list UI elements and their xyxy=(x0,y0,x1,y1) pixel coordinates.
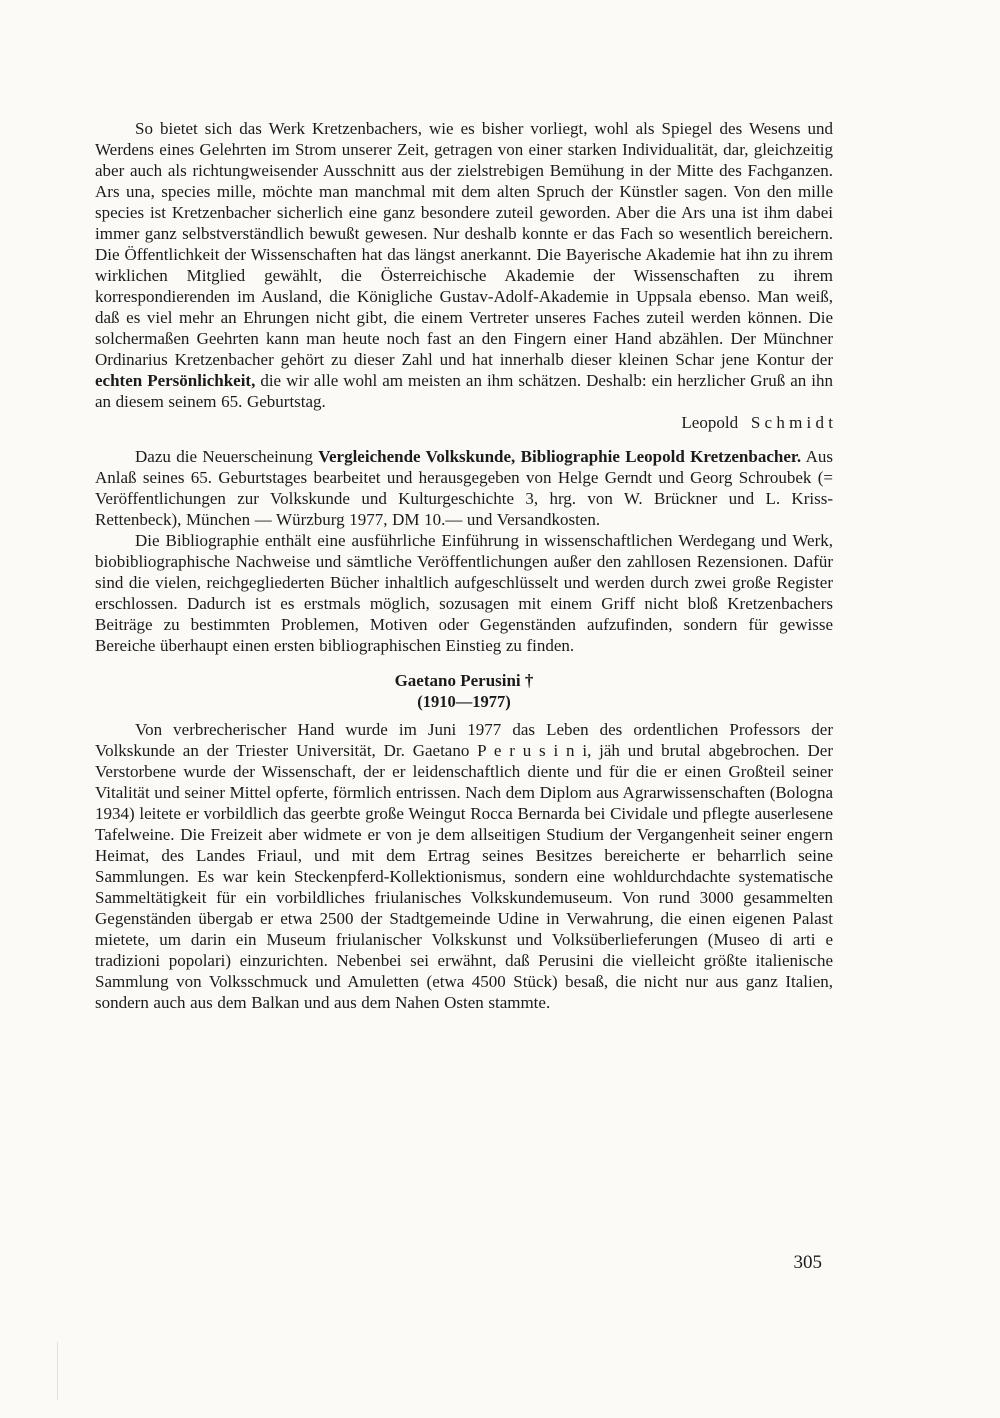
tribute-text-lead: So bietet sich das Werk Kretzenbachers, wie es bisher vorliegt, wohl als Spiegel des Wesens und Werdens eines Gelehrten im Strom unserer Zeit, getragen von einer starken Individualität, dar, gleichzeitig aber auch als richtungweisender Ausschnitt aus der zielstrebigen Bemühung in der Mitte des Fachganzen. Ars una, species mille, möchte man manchmal mit dem alten Spruch der Künstler sagen. Von den mille species ist Kretzenbacher sicherlich eine ganz besondere zuteil geworden. Aber die Ars una ist ihm dabei immer ganz selbstverständlich bewußt gewesen. Nur deshalb konnte er das Fach so wesentlich bereichern. Die Öffentlichkeit der Wissenschaften hat das längst anerkannt. Die Bayerische Akademie hat ihn zu ihrem wirklichen Mitglied gewählt, die Österreichische Akademie der Wissenschaften zu ihrem korrespondierenden im Ausland, die Königliche Gustav-Adolf-Akademie in Uppsala ebenso. Man weiß, daß es viel mehr an Ehrungen nicht gibt, die einem Vertreter unseres Faches zuteil werden können. Die solchermaßen Geehrten kann man heute noch fast an den Fingern einer Hand abzählen. Der Münchner Ordinarius Kretzenbacher gehört zu dieser Zahl und hat innerhalb dieser kleinen Schar jene Kontur der xyxy=(95,119,833,369)
bibliography-announcement-paragraph xyxy=(95,446,833,530)
bibliography-description-paragraph: Die Bibliographie enthält eine ausführliche Einführung in wissenschaftlichen Werdegang und Werk, biobibliographische Nachweise und sämtliche Veröffentlichungen außer den zahllosen Rezensionen. Dafür sind die vielen, reichgegliederten Bücher inhaltlich aufgeschlüsselt und werden durch zwei große Register erschlossen. Dadurch ist es erstmals möglich, sozusagen mit einem Griff nicht bloß Kretzenbachers Beiträge zu bestimmten Problemen, Motiven oder Gegenständen aufzufinden, sondern für gewisse Bereiche überhaupt einen ersten bibliographischen Einstieg zu finden. xyxy=(95,531,833,655)
obituary-dates: (1910—1977) xyxy=(417,692,511,711)
tribute-text-tail: die wir alle wohl am meisten an ihm schätzen. Deshalb: ein herzlicher Gruß an ihn an diesem seinem 65. Geburtstag. xyxy=(95,371,833,411)
author-signature: Leopold S c h m i d t xyxy=(681,413,833,432)
page-number: 305 xyxy=(793,1252,822,1273)
obituary-title: Gaetano Perusini † xyxy=(394,671,534,690)
text-block xyxy=(95,118,833,1013)
bibliography-title-bold: Vergleichende Volkskunde, Bibliographie Leopold Kretzenbacher. xyxy=(318,447,802,466)
bibliography-text-tail: Aus Anlaß seines 65. Geburtstages bearbeitet und herausgegeben von Helge Gerndt und Georg Schroubek (= Veröffentlichungen zur Volkskunde und Kulturgeschichte 3, hrg. von W. Brückner und L. Kriss-Rettenbeck), München — Würzburg 1977, DM 10.— und Versandkosten. xyxy=(95,447,833,529)
tribute-bold-phrase: echten Persönlichkeit, xyxy=(95,371,256,390)
scan-artifact-line xyxy=(57,1342,58,1400)
bibliography-text-lead: Dazu die Neuerscheinung xyxy=(135,447,319,466)
tribute-paragraph xyxy=(95,118,833,412)
obituary-paragraph: Von verbrecherischer Hand wurde im Juni 1977 das Leben des ordentlichen Professors der Volkskunde an der Triester Universität, Dr. Gaetano P e r u s i n i, jäh und brutal abgebrochen. Der Verstorbene wurde der Wissenschaft, der er leidenschaftlich diente und für die er einen Großteil seiner Vitalität und seiner Mittel opferte, förmlich entrissen. Nach dem Diplom aus Agrarwissenschaften (Bologna 1934) leitete er vorbildlich das geerbte große Weingut Rocca Bernarda bei Cividale und pflegte auserlesene Tafelweine. Die Freizeit aber widmete er von je dem allseitigen Studium der Vergangenheit seiner engern Heimat, des Landes Friaul, und mit dem Ertrag seines Besitzes bereicherte er beharrlich seine Sammlungen. Es war kein Steckenpferd-Kollektionismus, sondern eine wohldurchdachte systematische Sammeltätigkeit für ein vorbildliches friulanisches Volkskundemuseum. Von rund 3000 gesammelten Gegenständen übergab er etwa 2500 der Stadtgemeinde Udine in Verwahrung, die einen eigenen Palast mietete, um darin ein Museum friulanischer Volkskunst und Volksüberlieferungen (Museo di arti e tradizioni popolari) einzurichten. Nebenbei sei erwähnt, daß Perusini die vielleicht größte italienische Sammlung von Volksschmuck und Amuletten (etwa 4500 Stück) besaß, die nicht nur aus ganz Italien, sondern auch aus dem Balkan und aus dem Nahen Osten stammte. xyxy=(95,720,833,1012)
